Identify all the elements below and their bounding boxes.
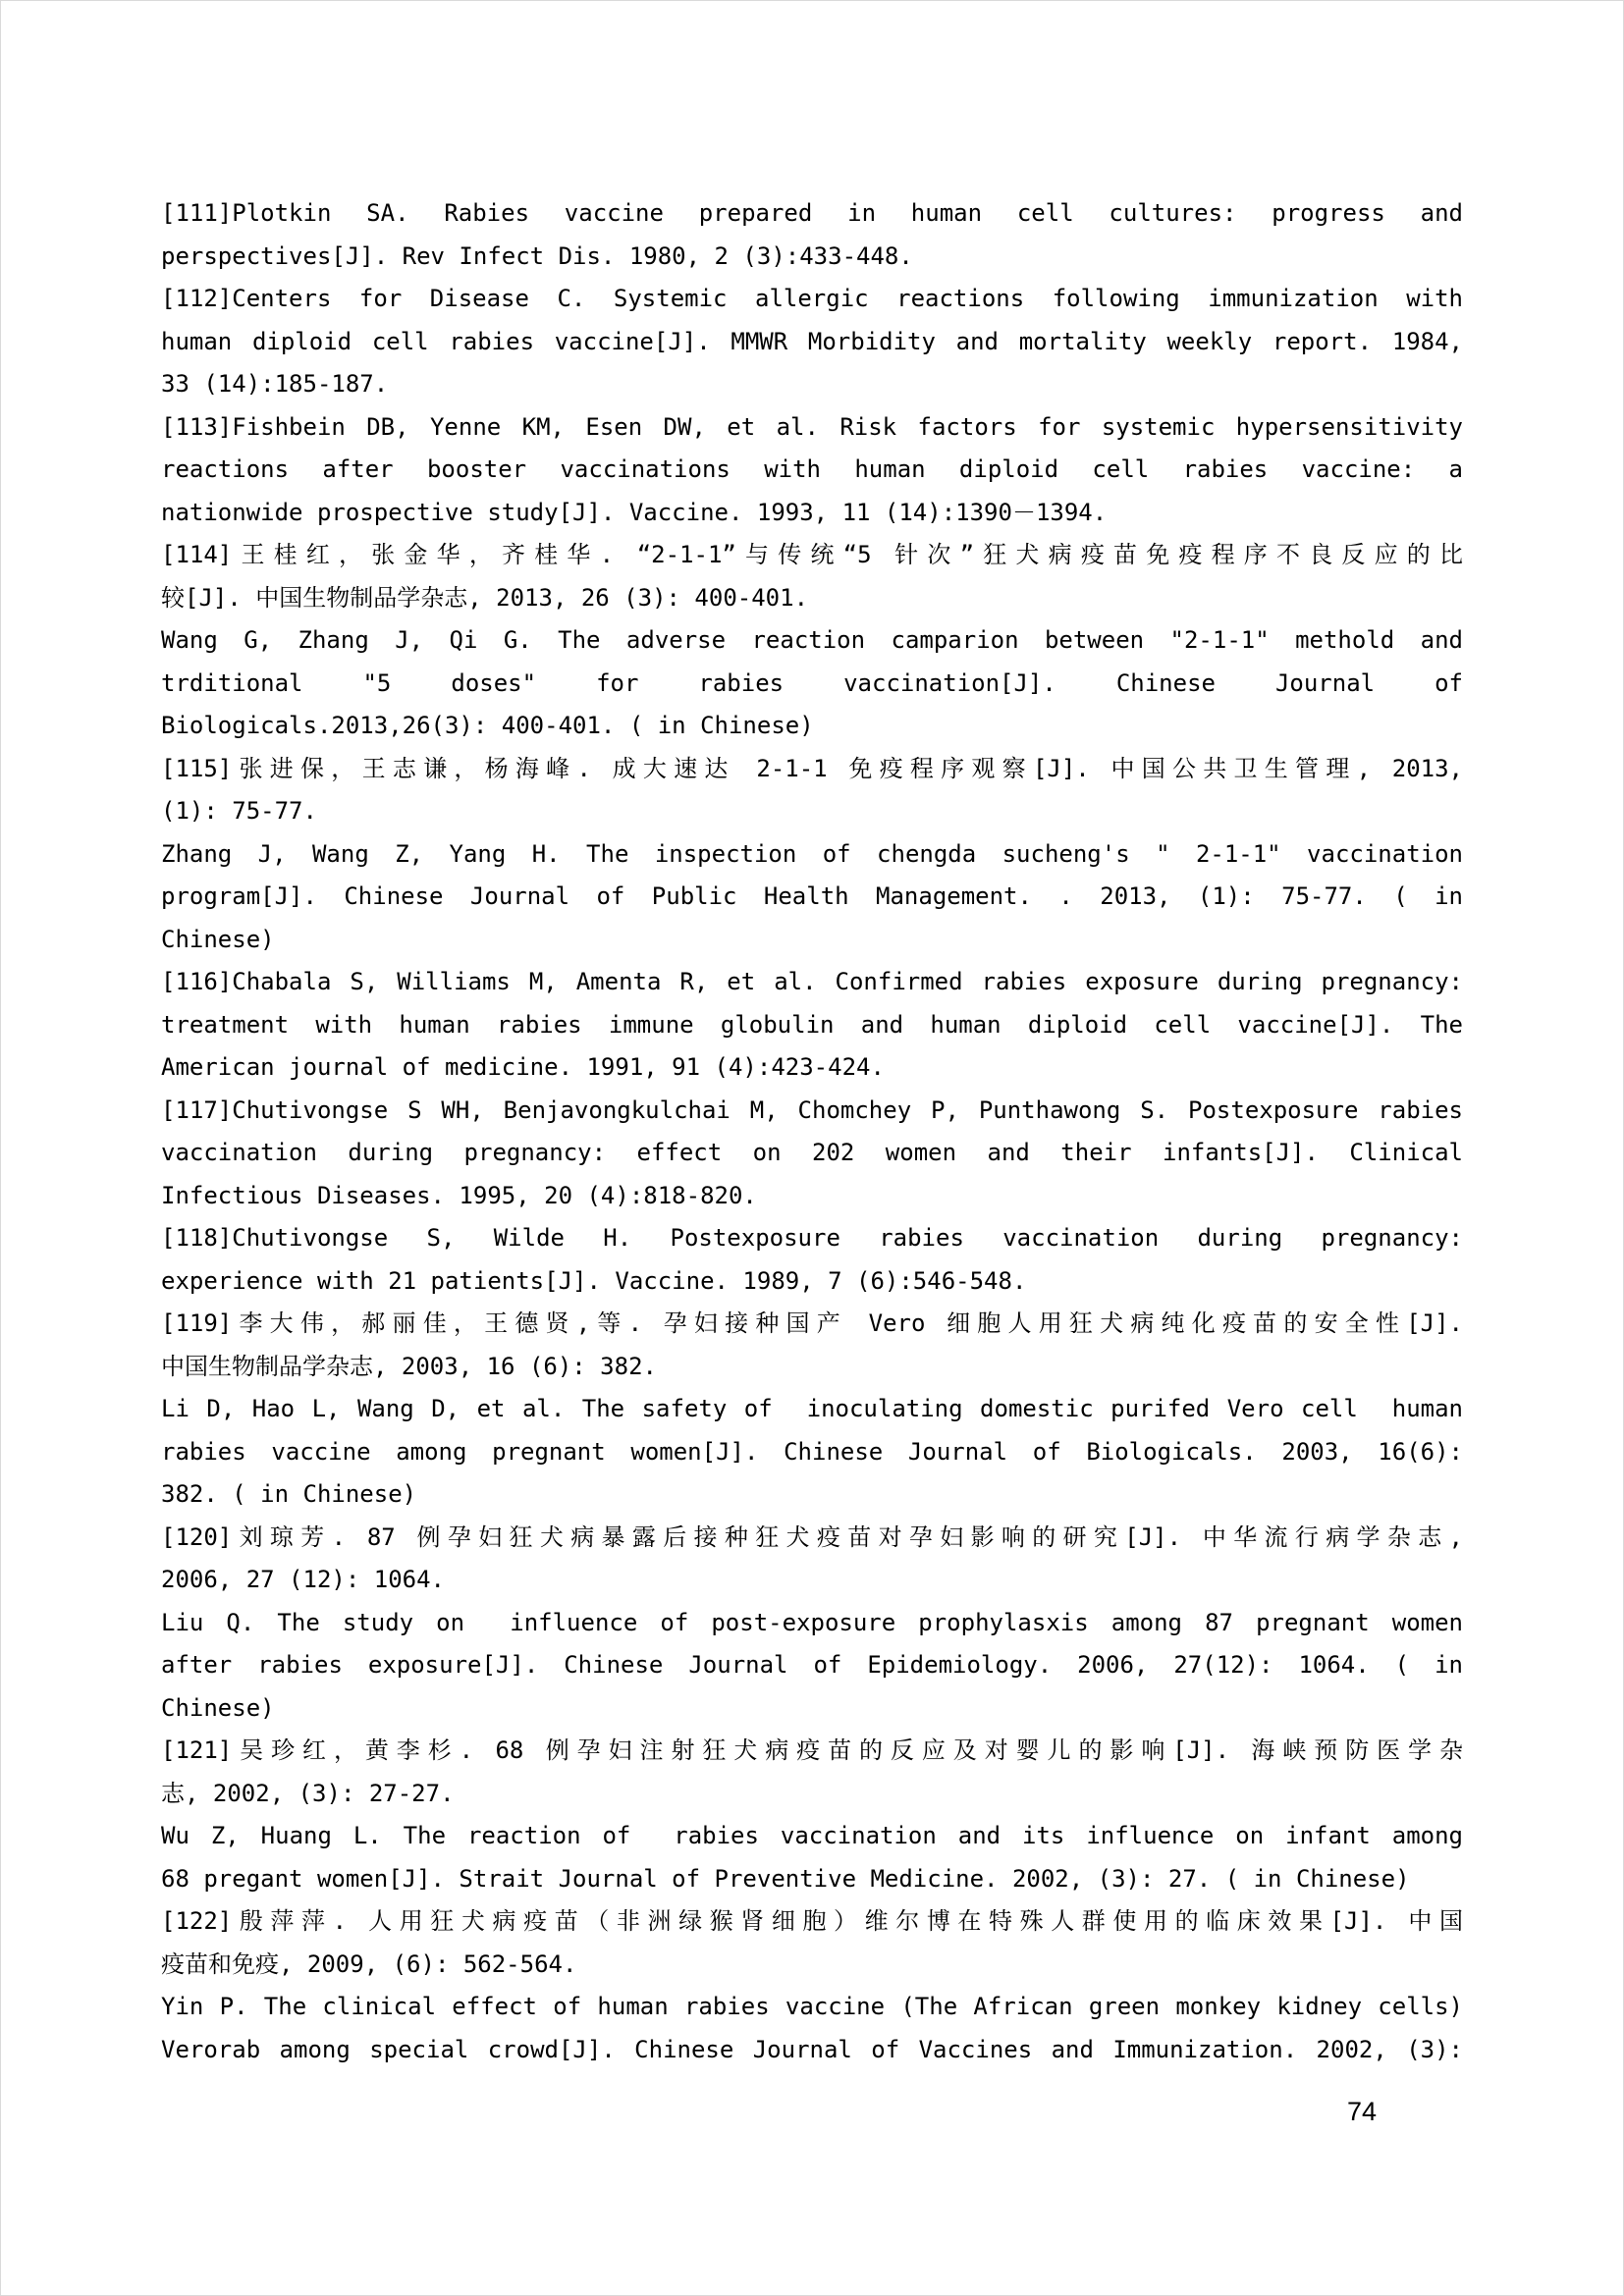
reference-line: Infectious Diseases. 1995, 20 (4):818-820. (161, 1181, 757, 1209)
reference-paragraph (161, 534, 1463, 619)
reference-line: 2006, 27 (12): 1064. (161, 1566, 445, 1593)
reference-line: [114]王桂红，张金华，齐桂华. “2-1-1”与传统“5 针次”狂犬病疫苗免疫程序不良反应的比 (161, 541, 1463, 568)
reference-line: 较[J]. 中国生物制品学杂志, 2013, 26 (3): 400-401. (161, 583, 809, 612)
reference-paragraph (161, 1388, 1463, 1517)
reference-paragraph (161, 961, 1463, 1090)
reference-paragraph (161, 1217, 1463, 1303)
reference-line: Chinese) (161, 1693, 275, 1722)
reference-line: [122]殷萍萍. 人用狂犬病疫苗（非洲绿猴肾细胞）维尔博在特殊人群使用的临床效果[J]. 中国 (161, 1907, 1463, 1935)
reference-line: Zhang J, Wang Z, Yang H. The inspection of chengda sucheng's " 2-1-1" vaccination (161, 839, 1463, 868)
reference-line: Chinese) (161, 925, 275, 953)
reference-paragraph (161, 406, 1463, 535)
reference-paragraph (161, 619, 1463, 748)
reference-line: (1): 75-77. (161, 797, 317, 825)
reference-line: 中国生物制品学杂志, 2003, 16 (6): 382. (161, 1352, 657, 1380)
reference-paragraph (161, 278, 1463, 406)
reference-line: [121]吴珍红，黄李杉. 68 例孕妇注射狂犬病疫苗的反应及对婴儿的影响[J]. 海峡预防医学杂 (161, 1736, 1463, 1764)
reference-line: nationwide prospective study[J]. Vaccine. 1993, 11 (14):1390－1394. (161, 498, 1108, 526)
reference-paragraph (161, 1602, 1463, 1731)
reference-paragraph (161, 833, 1463, 962)
reference-line: Wang G, Zhang J, Qi G. The adverse reaction camparion between "2-1-1" methold and (161, 626, 1463, 654)
references-list (161, 192, 1463, 2071)
reference-line: [113]Fishbein DB, Yenne KM, Esen DW, et al. Risk factors for systemic hypersensitivity (161, 412, 1463, 441)
reference-paragraph (161, 1986, 1463, 2071)
reference-line: after rabies exposure[J]. Chinese Journal of Epidemiology. 2006, 27(12): 1064. ( in (161, 1651, 1463, 1679)
reference-line: perspectives[J]. Rev Infect Dis. 1980, 2 (3):433-448. (161, 241, 913, 270)
reference-line: [115]张进保，王志谦，杨海峰. 成大速达 2-1-1 免疫程序观察[J]. 中国公共卫生管理, 2013, (161, 754, 1463, 782)
reference-paragraph (161, 1900, 1463, 1986)
reference-line: Li D, Hao L, Wang D, et al. The safety of inoculating domestic purifed Vero cell human (161, 1395, 1463, 1422)
reference-line: 382. ( in Chinese) (161, 1480, 417, 1508)
reference-line: treatment with human rabies immune globulin and human diploid cell vaccine[J]. The (161, 1010, 1463, 1039)
reference-line: Liu Q. The study on influence of post-exposure prophylasxis among 87 pregnant women (161, 1608, 1463, 1636)
reference-line: [118]Chutivongse S, Wilde H. Postexposure rabies vaccination during pregnancy: (161, 1224, 1463, 1252)
reference-line: 疫苗和免疫, 2009, (6): 562-564. (161, 1949, 577, 1978)
reference-line: experience with 21 patients[J]. Vaccine. 1989, 7 (6):546-548. (161, 1266, 1027, 1295)
reference-line: [119]李大伟，郝丽佳，王德贤,等. 孕妇接种国产 Vero 细胞人用狂犬病纯化疫苗的安全性[J]. (161, 1309, 1463, 1337)
reference-paragraph (161, 1730, 1463, 1815)
reference-paragraph (161, 1303, 1463, 1388)
reference-line: 33 (14):185-187. (161, 370, 389, 398)
reference-line: 68 pregant women[J]. Strait Journal of Preventive Medicine. 2002, (3): 27. ( in Chinese) (161, 1864, 1410, 1893)
reference-line: rabies vaccine among pregnant women[J]. Chinese Journal of Biologicals. 2003, 16(6): (161, 1437, 1463, 1466)
reference-line: Wu Z, Huang L. The reaction of rabies vaccination and its influence on infant among (161, 1822, 1463, 1849)
page-number: 74 (1347, 2097, 1378, 2126)
reference-line: Verorab among special crowd[J]. Chinese Journal of Vaccines and Immunization. 2002, (3): (161, 2035, 1463, 2063)
reference-line: Biologicals.2013,26(3): 400-401. ( in Chinese) (161, 712, 814, 739)
reference-line: 志, 2002, (3): 27-27. (161, 1779, 455, 1807)
reference-line: vaccination during pregnancy: effect on 202 women and their infants[J]. Clinical (161, 1139, 1463, 1166)
reference-line: human diploid cell rabies vaccine[J]. MMWR Morbidity and mortality weekly report. 1984, (161, 327, 1463, 355)
reference-paragraph (161, 748, 1463, 833)
reference-line: [112]Centers for Disease C. Systemic allergic reactions following immunization with (161, 285, 1463, 312)
reference-paragraph (161, 1090, 1463, 1218)
reference-line: [116]Chabala S, Williams M, Amenta R, et al. Confirmed rabies exposure during pregnancy: (161, 968, 1463, 995)
reference-paragraph (161, 1815, 1463, 1900)
reference-line: program[J]. Chinese Journal of Public Health Management. . 2013, (1): 75-77. ( in (161, 882, 1463, 910)
reference-line: reactions after booster vaccinations with human diploid cell rabies vaccine: a (161, 455, 1463, 483)
reference-paragraph (161, 192, 1463, 278)
reference-line: [120]刘琼芳. 87 例孕妇狂犬病暴露后接种狂犬疫苗对孕妇影响的研究[J]. 中华流行病学杂志, (161, 1522, 1463, 1551)
reference-paragraph (161, 1517, 1463, 1602)
reference-line: American journal of medicine. 1991, 91 (4):423-424. (161, 1053, 885, 1081)
reference-line: Yin P. The clinical effect of human rabies vaccine (The African green monkey kidney cells) (161, 1993, 1463, 2020)
reference-line: [117]Chutivongse S WH, Benjavongkulchai M, Chomchey P, Punthawong S. Postexposure rabies (161, 1095, 1463, 1124)
reference-line: trditional "5 doses" for rabies vaccination[J]. Chinese Journal of (161, 668, 1463, 697)
reference-line: [111]Plotkin SA. Rabies vaccine prepared in human cell cultures: progress and (161, 199, 1463, 227)
